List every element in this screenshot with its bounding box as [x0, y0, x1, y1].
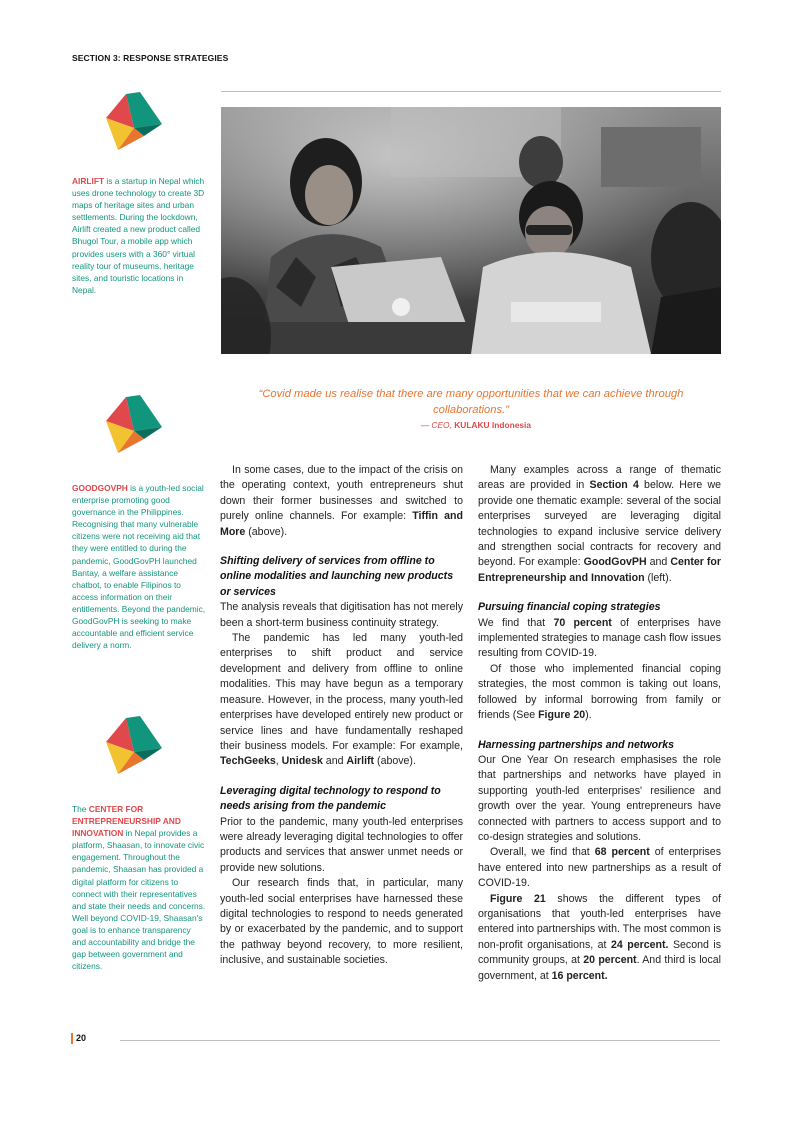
- top-divider: [221, 91, 721, 92]
- paragraph: Many examples across a range of thematic areas are provided in Section 4 below. Here we provide one thematic example: several of the social enterprises surveyed are leveraging digital technologies to expand inclusive service delivery and strengthen social contracts for recovery and beyond. For example: GoodGovPH and Center for Entrepreneurship and Innovation (left).: [478, 464, 722, 584]
- brand-logo-icon: [104, 90, 164, 152]
- paragraph: The analysis reveals that digitisation has not merely been a short-term business continuity strategy.: [220, 601, 463, 629]
- page-number: 20: [76, 1033, 87, 1043]
- paragraph: We find that 70 percent of enterprises have implemented strategies to manage cash flow issues resulting from COVID-19.: [478, 616, 722, 660]
- paragraph: Our One Year On research emphasises the role that partnerships and networks have played in supporting youth-led enterprises' resilience and growth over the year. Young entrepreneurs have connected with partners to access support and to co-design strategies and solutions.: [478, 753, 721, 843]
- body-column-left: [220, 463, 463, 969]
- paragraph: Of those who implemented financial coping strategies, the most common is taking out loans, followed by informal borrowing from family or friends (See Figure 20).: [478, 662, 721, 722]
- footer-accent-bar: [71, 1033, 73, 1044]
- sidebar-note-goodgovph: GOODGOVPH is a youth-led social enterprise promoting good governance in the Philippines. Recognising that many vulnerable citizens were not receiving aid that they were entitled to during the pandemic, GoodGovPH launched Bantay, a welfare assistance chatbot, to enable Filipinos to access information on their entitlements. Beyond the pandemic, GoodGovPH is seeking to make accountable and efficient service delivery a norm.: [72, 483, 206, 651]
- paragraph: Overall, we find that 68 percent of enterprises have entered into new partnerships as a result of COVID-19.: [478, 846, 721, 890]
- paragraph: The pandemic has led many youth-led enterprises to shift product and service development and delivery from offline to online modalities. This may have begun as a temporary measure. However, in the process, many youth-led enterprises have developed entirely new product or service lines and have fundamentally reshaped their business models. For example: For example, TechGeeks, Unidesk and Airlift (above).: [220, 632, 463, 768]
- body-column-right: [478, 463, 721, 984]
- paragraph: Prior to the pandemic, many youth-led enterprises were already leveraging digital technologies to offer products and services that answer unmet needs or provide new solutions.: [220, 815, 463, 874]
- subheading: Harnessing partnerships and networks: [478, 738, 675, 751]
- pull-quote: “Covid made us realise that there are many opportunities that we can achieve through collaborations.”: [258, 388, 684, 416]
- subheading: Pursuing financial coping strategies: [478, 601, 661, 614]
- subheading: Leveraging digital technology to respond to needs arising from the pandemic: [220, 784, 441, 813]
- workshop-photo: [221, 107, 721, 354]
- bottom-divider: [120, 1040, 720, 1041]
- sidebar-note-cei: The CENTER FOR ENTREPRENEURSHIP AND INNOVATION in Nepal provides a platform, Shaasan, to innovate civic engagement. Throughout the pandemic, Shaasan has provided a digital platform for citizens to connect with their representatives and state their needs and concerns. Well beyond COVID-19, Shaasan's goal is to enhance transparency and accountability and bridge the gap between government and citizens.: [72, 804, 206, 972]
- section-label: SECTION 3: RESPONSE STRATEGIES: [72, 53, 229, 63]
- brand-logo-icon: [104, 393, 164, 455]
- subheading: Shifting delivery of services from offline to online modalities and launching new products or services: [220, 555, 454, 598]
- quote-attribution: — CEO, KULAKU Indonesia: [420, 420, 531, 430]
- paragraph: Our research finds that, in particular, many youth-led social enterprises have harnessed these digital technologies to respond to needs generated by or exacerbated by the pandemic, and to support the pathway beyond recovery, to more resilient, inclusive, and sustainable societies.: [220, 877, 463, 967]
- paragraph: Figure 21 shows the different types of organisations that youth-led enterprises have entered into partnerships with. The most common is non-profit organisations, at 24 percent. Second is community groups, at 20 percent. And third is local government, at 16 percent.: [478, 892, 721, 982]
- paragraph: In some cases, due to the impact of the crisis on the operating context, youth entrepreneurs shut down their former businesses and switched to purely online channels. For example: Tiffin and More (above).: [220, 464, 463, 538]
- sidebar-note-airlift: AIRLIFT is a startup in Nepal which uses drone technology to create 3D maps of heritage sites and urban settlements. During the lockdown, Airlift created a new product called Bhugol Tour, a mobile app which provides users with a 360° virtual reality tour of museums, heritage sites, and touristic locations in Nepal.: [72, 176, 205, 295]
- brand-logo-icon: [104, 714, 164, 776]
